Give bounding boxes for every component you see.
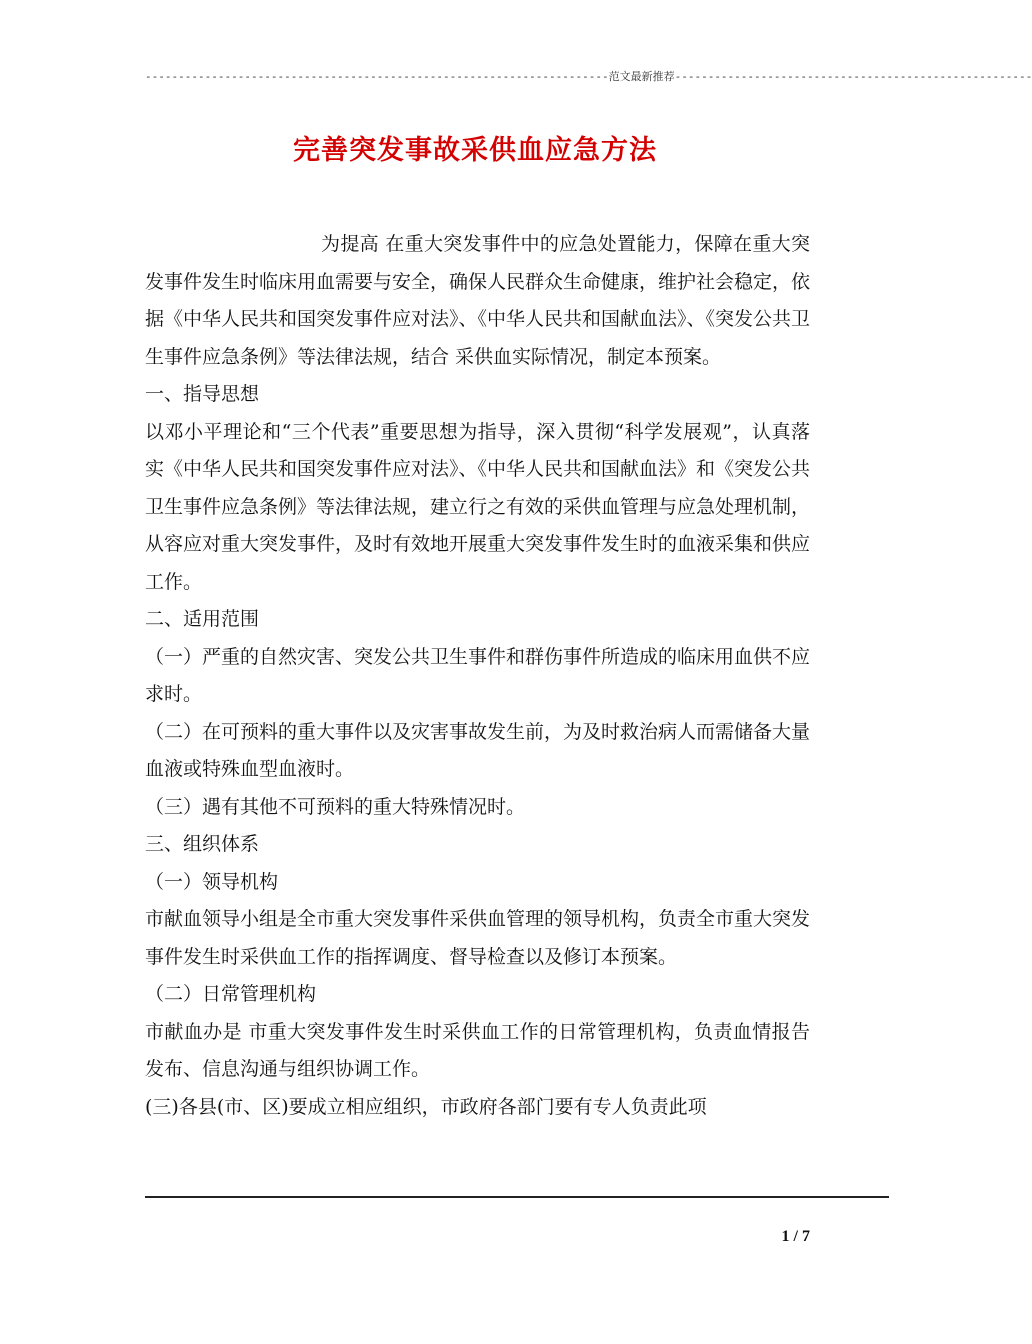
paragraph: (三)各县(市、区)要成立相应组织，市政府各部门要有专人负责此项 bbox=[145, 1095, 707, 1118]
footer-divider bbox=[145, 1196, 889, 1198]
paragraph: （三）遇有其他不可预料的重大特殊情况时。 bbox=[145, 795, 526, 818]
page-number: 1 / 7 bbox=[781, 1228, 810, 1245]
paragraph: （一）严重的自然灾害、突发公共卫生事件和群伤事件所造成的临床用血供不应求时。 bbox=[145, 645, 811, 705]
section-heading-2: 二、适用范围 bbox=[145, 608, 260, 630]
paragraph: 以邓小平理论和“三个代表”重要思想为指导，深入贯彻“科学发展观”，认真落实《中华人民共和国突发事件应对法》、《中华人民共和国献血法》和《突发公共卫生事件应急条例》等法律法规，建立行之有效的采供血管理与应急处理机制，从容应对重大突发事件，及时有效地开展重大突发事件发生时的血液采集和供应工作。 bbox=[145, 420, 811, 593]
paragraph: 市献血领导小组是全市重大突发事件采供血管理的领导机构，负责全市重大突发事件发生时采供血工作的指挥调度、督导检查以及修订本预案。 bbox=[145, 908, 811, 968]
section-heading-1: 一、指导思想 bbox=[145, 383, 260, 405]
intro-paragraph: 为提高 在重大突发事件中的应急处置能力，保障在重大突发事件发生时临床用血需要与安全，确保人民群众生命健康，维护社会稳定，依据《中华人民共和国突发事件应对法》、《中华人民共和国献血法》、《突发公共卫生事件应急条例》等法律法规，结合 采供血实际情况，制定本预案。 bbox=[145, 233, 811, 368]
document-body bbox=[145, 226, 810, 1126]
paragraph: （二）在可预料的重大事件以及灾害事故发生前，为及时救治病人而需储备大量血液或特殊血型血液时。 bbox=[145, 720, 811, 780]
subsection-heading: （二）日常管理机构 bbox=[145, 983, 317, 1005]
subsection-heading: （一）领导机构 bbox=[145, 870, 279, 893]
page-header: ----------------------------------------------------------------------范文最新推荐------------------------------------------------------ bbox=[145, 70, 1032, 83]
document-title: 完善突发事故采供血应急方法 bbox=[293, 135, 657, 166]
section-heading-3: 三、组织体系 bbox=[145, 833, 260, 855]
paragraph: 市献血办是 市重大突发事件发生时采供血工作的日常管理机构，负责血情报告发布、信息沟通与组织协调工作。 bbox=[145, 1020, 810, 1080]
